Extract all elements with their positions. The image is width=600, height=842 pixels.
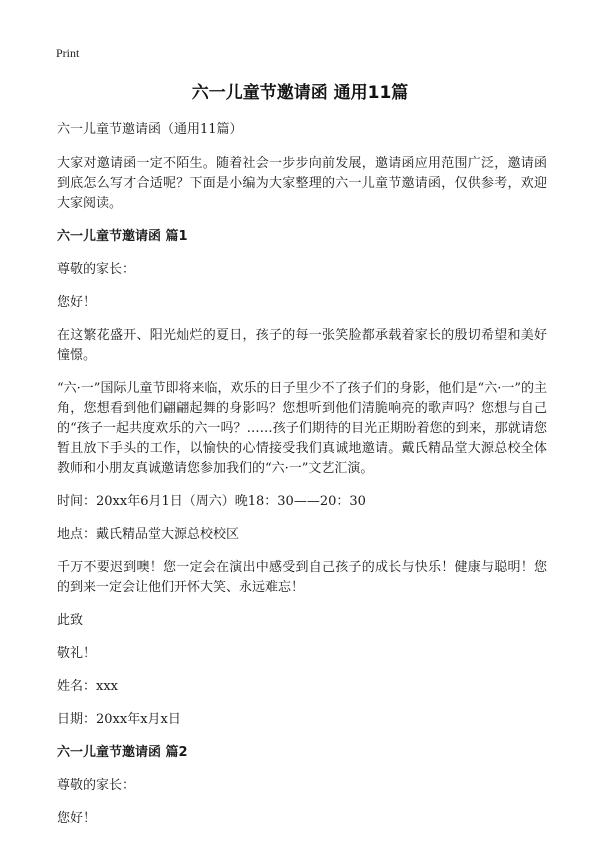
signature-name: 姓名：xxx bbox=[57, 679, 118, 694]
intro-paragraph: 大家对邀请函一定不陌生。随着社会一步步向前发展，邀请函应用范围广泛，邀请函到底怎么写才合适呢？下面是小编为大家整理的六一儿童节邀请函，仅供参考，欢迎大家阅读。 bbox=[57, 156, 547, 211]
event-time: 时间：20xx年6月1日（周六）晚18：30——20：30 bbox=[57, 494, 366, 509]
greeting: 您好！ bbox=[57, 295, 97, 310]
body-paragraph: 千万不要迟到噢！您一定会在演出中感受到自己孩子的成长与快乐！健康与聪明！您的到来一定会让他们开怀大笑、永远难忘！ bbox=[57, 560, 547, 595]
event-place: 地点：戴氏精品堂大源总校校区 bbox=[57, 527, 240, 542]
print-label: Print bbox=[56, 46, 80, 60]
page-title: 六一儿童节邀请函 通用11篇 bbox=[191, 83, 409, 103]
document-subtitle: 六一儿童节邀请函（通用11篇） bbox=[57, 122, 243, 137]
salutation: 尊敬的家长： bbox=[57, 778, 136, 793]
salutation: 尊敬的家长： bbox=[57, 262, 136, 277]
closing-line: 此致 bbox=[57, 613, 84, 628]
section-heading-2: 六一儿童节邀请函 篇2 bbox=[57, 745, 188, 760]
closing-line: 敬礼！ bbox=[57, 646, 97, 661]
body-paragraph: 在这繁花盛开、阳光灿烂的夏日，孩子的每一张笑脸都承载着家长的殷切希望和美好憧憬。 bbox=[57, 328, 547, 363]
body-paragraph: “六·一”国际儿童节即将来临，欢乐的日子里少不了孩子们的身影，他们是“六·一”的主角，您想看到他们翩翩起舞的身影吗？您想听到他们清脆响亮的歌声吗？您想与自己的“孩子一起共度欢乐的六一吗？……孩子们期待的目光正期盼着您的到来，那就请您暂且放下手头的工作，以愉快的心情接受我们真诚地邀请。戴氏精品堂大源总校全体教师和小朋友真诚邀请您参加我们的“六·一”文艺汇演。 bbox=[57, 381, 547, 476]
signature-date: 日期：20xx年x月x日 bbox=[57, 712, 181, 727]
greeting: 您好！ bbox=[57, 811, 97, 826]
section-heading-1: 六一儿童节邀请函 篇1 bbox=[57, 229, 188, 244]
document-body bbox=[57, 120, 547, 842]
